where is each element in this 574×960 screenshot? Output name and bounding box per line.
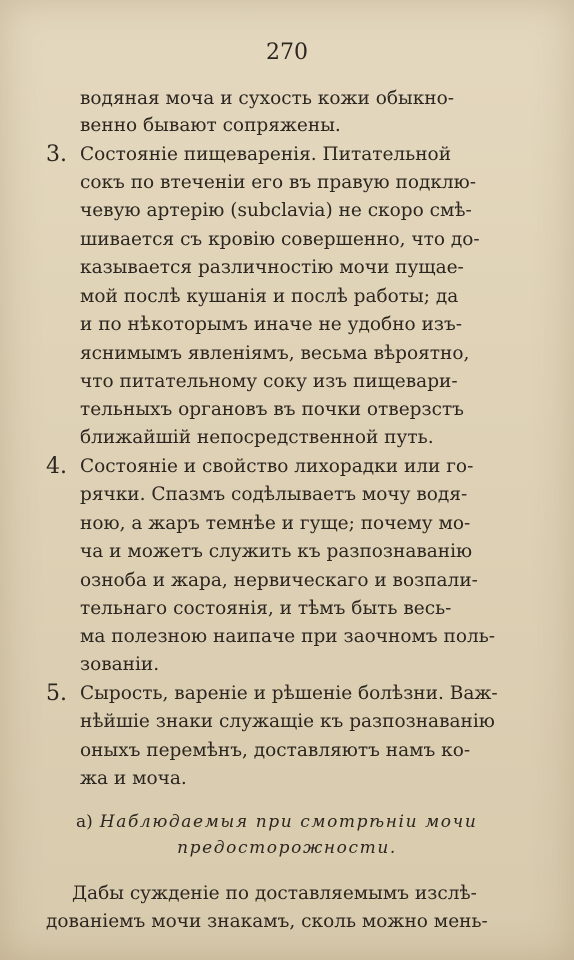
text-line: дованіемъ мочи знакамъ, сколь можно мень- [46,911,488,932]
text-line: что питательному соку изъ пищевари- [80,371,458,392]
text-line: шивается съ кровію совершенно, что до- [80,229,480,250]
text-line: тельнаго состоянія, и тѣмъ быть весь- [80,598,452,619]
text-line: ною, а жаръ темнѣе и гуще; почему мо- [80,513,471,534]
text-line: зованіи. [80,654,160,675]
text-line: оныхъ перемѣнъ, доставляютъ намъ ко- [80,740,471,761]
text-line: яснимымъ явленіямъ, весьма вѣроятно, [80,343,470,364]
item-number: 3. [46,142,67,167]
text-line: ма полезною наипаче при заочномъ поль- [80,626,496,647]
item-number: 5. [46,681,67,706]
item-number: 4. [46,454,67,479]
text-line: сокъ по втеченіи его въ правую подклю- [80,172,477,193]
section-heading [76,812,546,832]
text-line: ближайшій непосредственной путь. [80,427,434,448]
text-line: мой послѣ кушанія и послѣ работы; да [80,286,459,307]
text-line: водяная моча и сухость кожи обыкно- [80,88,454,109]
text-line: озноба и жара, нервическаго и возпали- [80,570,478,591]
text-line: и по нѣкоторымъ иначе не удобно изъ- [80,314,462,335]
text-line: жа и моча. [80,768,187,789]
text-line: ча и можетъ служить къ разпознаванію [80,541,473,562]
section-heading-line2: предосторожности. [177,838,397,858]
text-line: рячки. Спазмъ содѣлываетъ мочу водя- [80,484,468,505]
page-number: 270 [266,40,308,65]
text-line: Сырость, вареніе и рѣшеніе болѣзни. Важ- [80,683,498,704]
section-heading-line1: Наблюдаемыя при смотрѣніи мочи [99,812,478,832]
text-line: Дабы сужденіе по доставляемымъ изслѣ- [72,883,477,904]
text-line: тельныхъ органовъ въ почки отверзстъ [80,399,464,420]
text-line: чевую артерію (subclavia) не скоро смѣ- [80,200,472,221]
text-line: Состояніе и свойство лихорадки или го- [80,456,474,477]
text-line: нѣйшіе знаки служащіе къ разпознаванію [80,711,495,732]
section-label: а) [76,812,93,832]
text-line: казывается различностію мочи пущае- [80,257,464,278]
text-line: венно бывают сопряжены. [80,115,341,136]
text-line: Состояніе пищеваренія. Питательной [80,144,452,165]
